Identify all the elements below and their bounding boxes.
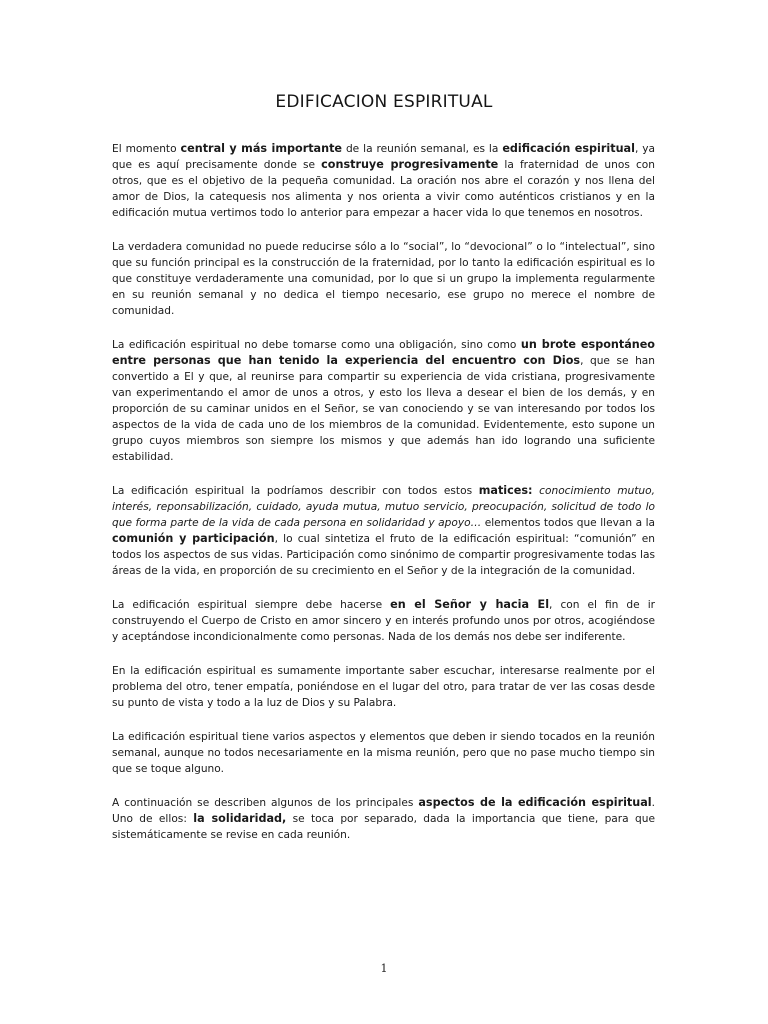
bold-phrase: la solidaridad, bbox=[193, 812, 287, 825]
paragraph-5 bbox=[112, 597, 655, 645]
bold-phrase: en el Señor y hacia El bbox=[390, 598, 550, 611]
bold-phrase: central y más importante bbox=[180, 142, 343, 155]
text-run: A continuación se describen algunos de los principales bbox=[112, 797, 419, 809]
paragraph-7 bbox=[112, 729, 655, 777]
text-run: , lo cual sintetiza el fruto de la edificación espiritual: “comunión” en todos los aspectos de sus vidas. Participación como sinónimo de compartir progresivamente todas las áreas de la vida, en proporción de su crecimiento en el Señor y de la integración de la comunidad. bbox=[112, 533, 656, 577]
bold-phrase: comunión y participación bbox=[112, 532, 275, 545]
text-run: de la reunión semanal, es la bbox=[342, 143, 503, 155]
text-run: En la edificación espiritual es sumamente importante saber escuchar, interesarse realmente por el problema del otro, tener empatía, poniéndose en el lugar del otro, para tratar de ver las cosas desde su punto de vista y todo a la luz de Dios y su Palabra. bbox=[112, 665, 655, 709]
paragraph-4 bbox=[112, 483, 655, 579]
document-body bbox=[112, 141, 655, 861]
page-number: 1 bbox=[380, 962, 388, 975]
paragraph-2 bbox=[112, 239, 655, 319]
text-run: La edificación espiritual la podríamos describir con todos estos bbox=[112, 485, 479, 497]
bold-phrase: matices: bbox=[478, 484, 533, 497]
bold-phrase: un brote espontáneo entre personas que han tenido la experiencia del encuentro con Dios bbox=[112, 338, 655, 367]
paragraph-6 bbox=[112, 663, 655, 711]
text-run: . Uno de ellos: bbox=[112, 797, 655, 825]
text-run: La verdadera comunidad no puede reducirse sólo a lo “social”, lo “devocional” o lo “intelectual”, sino que su función principal es la construcción de la fraternidad, por lo tanto la edificación espiritual es lo que constituye verdaderamente una comunidad, por lo que si un grupo la implementa regularmente en su reunión semanal y no dedica el tiempo necesario, ese grupo no merece el nombre de comunidad. bbox=[112, 241, 655, 317]
text-run: , ya que es aquí precisamente donde se bbox=[112, 143, 656, 171]
text-run: , que se han convertido a El y que, al reunirse para compartir su experiencia de vida cristiana, progresivamente van experimentando el amor de unos a otros, y esto los lleva a desear el bien de los demás, y en proporción de su caminar unidos en el Señor, se van conociendo y se van interesando por todos los aspectos de la vida de cada uno de los miembros de la comunidad. Evidentemente, esto supone un grupo cuyos miembros son siempre los mismos y que además han ido logrando una suficiente estabilidad. bbox=[112, 355, 656, 463]
text-run: la fraternidad de unos con otros, que es el objetivo de la pequeña comunidad. La oración nos abre el corazón y nos llena del amor de Dios, la catequesis nos alimenta y nos orienta a vivir como auténticos cristianos y en la edificación mutua vertimos todo lo anterior para empezar a hacer vida lo que tenemos en nosotros. bbox=[112, 159, 656, 219]
text-run: La edificación espiritual no debe tomarse como una obligación, sino como bbox=[112, 339, 521, 351]
bold-phrase: edificación espiritual bbox=[502, 142, 635, 155]
paragraph-3 bbox=[112, 337, 655, 465]
bold-phrase: aspectos de la edificación espiritual bbox=[418, 796, 652, 809]
text-run: se toca por separado, dada la importancia que tiene, para que sistemáticamente se revise en cada reunión. bbox=[112, 813, 655, 841]
text-run: elementos todos que llevan a la bbox=[481, 517, 656, 529]
text-run: , con el fin de ir construyendo el Cuerpo de Cristo en amor sincero y en interés profundo unos por otros, acogiéndose y aceptándose incondicionalmente como personas. Nada de los demás nos debe ser indiferente. bbox=[112, 599, 655, 643]
paragraph-8 bbox=[112, 795, 655, 843]
text-run: El momento bbox=[112, 143, 181, 155]
bold-phrase: construye progresivamente bbox=[321, 158, 499, 171]
paragraph-1 bbox=[112, 141, 655, 221]
document-title: EDIFICACION ESPIRITUAL bbox=[275, 92, 493, 112]
italic-phrase: conocimiento mutuo, interés, reponsabilización, cuidado, ayuda mutua, mutuo servicio, preocupación, solicitud de todo lo que forma parte de la vida de cada persona en solidaridad y apoyo… bbox=[112, 485, 655, 529]
text-run: La edificación espiritual siempre debe hacerse bbox=[112, 599, 391, 611]
text-run: La edificación espiritual tiene varios aspectos y elementos que deben ir siendo tocados en la reunión semanal, aunque no todos necesariamente en la misma reunión, pero que no pase mucho tiempo sin que se toque alguno. bbox=[112, 731, 655, 775]
